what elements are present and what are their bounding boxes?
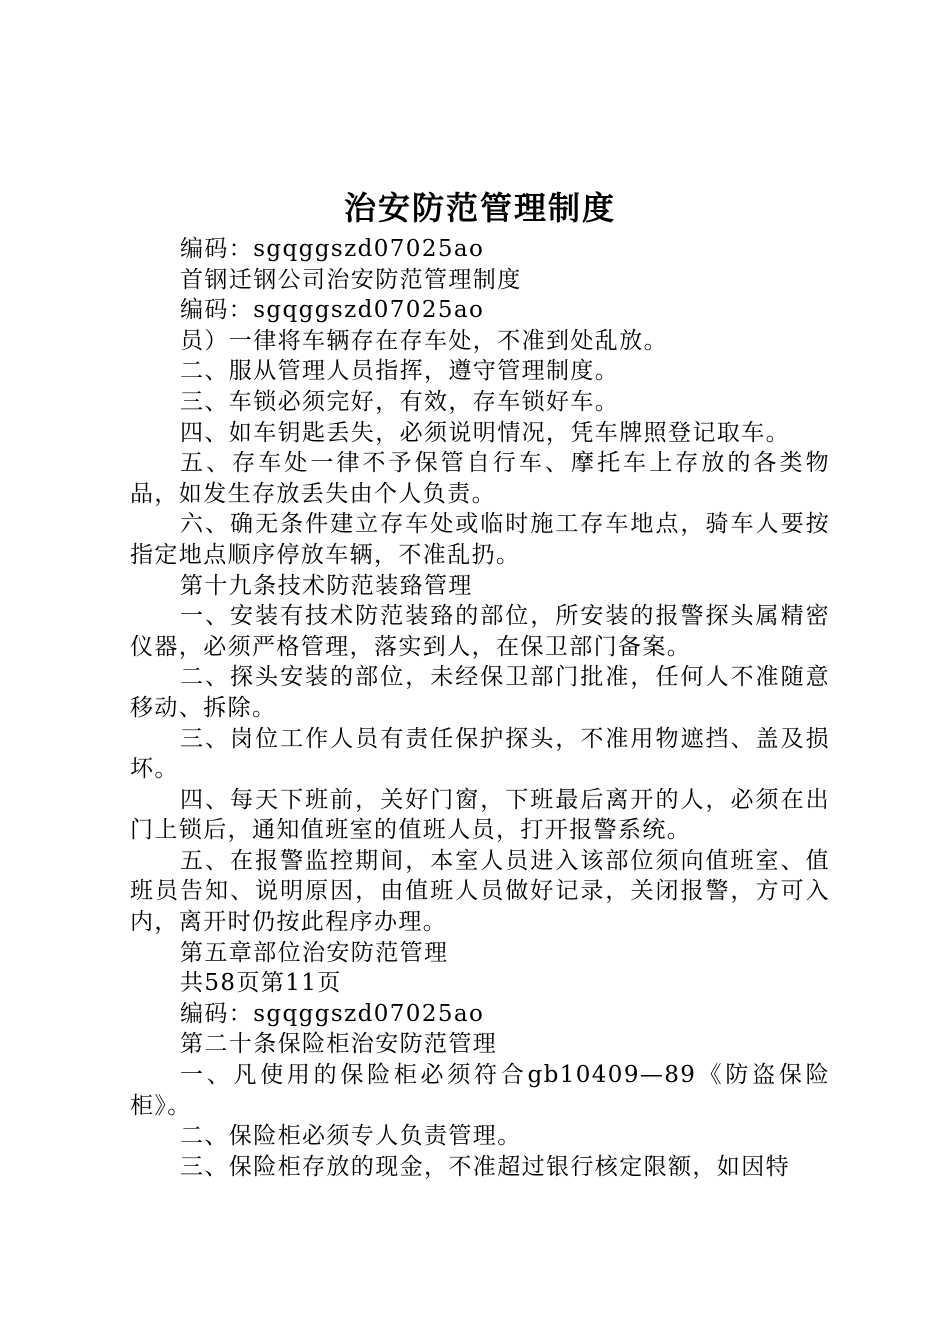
document-title: 治安防范管理制度 (343, 189, 616, 227)
paragraph: 二、探头安装的部位，未经保卫部门批准，任何人不准随意移动、拆除。 (130, 664, 830, 721)
paragraph: 三、保险柜存放的现金，不准超过银行核定限额，如因特 (180, 1153, 790, 1180)
paragraph: 员）一律将车辆存在存车处，不准到处乱放。 (180, 327, 668, 354)
paragraph: 编码：sgqggszd07025ao (180, 236, 485, 262)
paragraph: 四、如车钥匙丢失，必须说明情况，凭车牌照登记取车。 (180, 419, 790, 446)
paragraph: 二、服从管理人员指挥，遵守管理制度。 (180, 358, 620, 385)
paragraph: 五、在报警监控期间，本室人员进入该部位须向值班室、值班员告知、说明原因，由值班人员做好记录，关闭报警，方可入内，离开时仍按此程序办理。 (130, 847, 830, 936)
section-heading: 第十九条技术防范装臵管理 (180, 572, 473, 599)
paragraph: 五、存车处一律不予保管自行车、摩托车上存放的各类物品，如发生存放丢失由个人负责。 (130, 450, 830, 507)
paragraph: 三、岗位工作人员有责任保护探头，不准用物遮挡、盖及损坏。 (130, 725, 830, 783)
paragraph: 编码：sgqggszd07025ao (180, 1000, 485, 1027)
document-body (130, 234, 830, 1182)
paragraph: 首钢迁钢公司治安防范管理制度 (180, 266, 522, 293)
paragraph: 一、安装有技术防范装臵的部位，所安装的报警探头属精密仪器，必须严格管理，落实到人，在保卫部门备案。 (130, 603, 830, 660)
paragraph: 六、确无条件建立存车处或临时施工存车地点，骑车人要按指定地点顺序停放车辆，不准乱扔。 (130, 511, 830, 568)
document-page (130, 182, 830, 1182)
paragraph: 一、凡使用的保险柜必须符合gb10409—89《防盗保险柜》。 (130, 1062, 830, 1119)
section-heading: 第二十条保险柜治安防范管理 (180, 1031, 498, 1058)
page-counter: 共58页第11页 (180, 970, 342, 997)
paragraph: 四、每天下班前，关好门窗，下班最后离开的人，必须在出门上锁后，通知值班室的值班人员，打开报警系统。 (130, 786, 830, 844)
paragraph: 三、车锁必须完好，有效，存车锁好车。 (180, 388, 620, 415)
chapter-heading: 第五章部位治安防范管理 (180, 939, 449, 966)
paragraph: 二、保险柜必须专人负责管理。 (180, 1123, 522, 1150)
paragraph: 编码：sgqggszd07025ao (180, 297, 485, 324)
